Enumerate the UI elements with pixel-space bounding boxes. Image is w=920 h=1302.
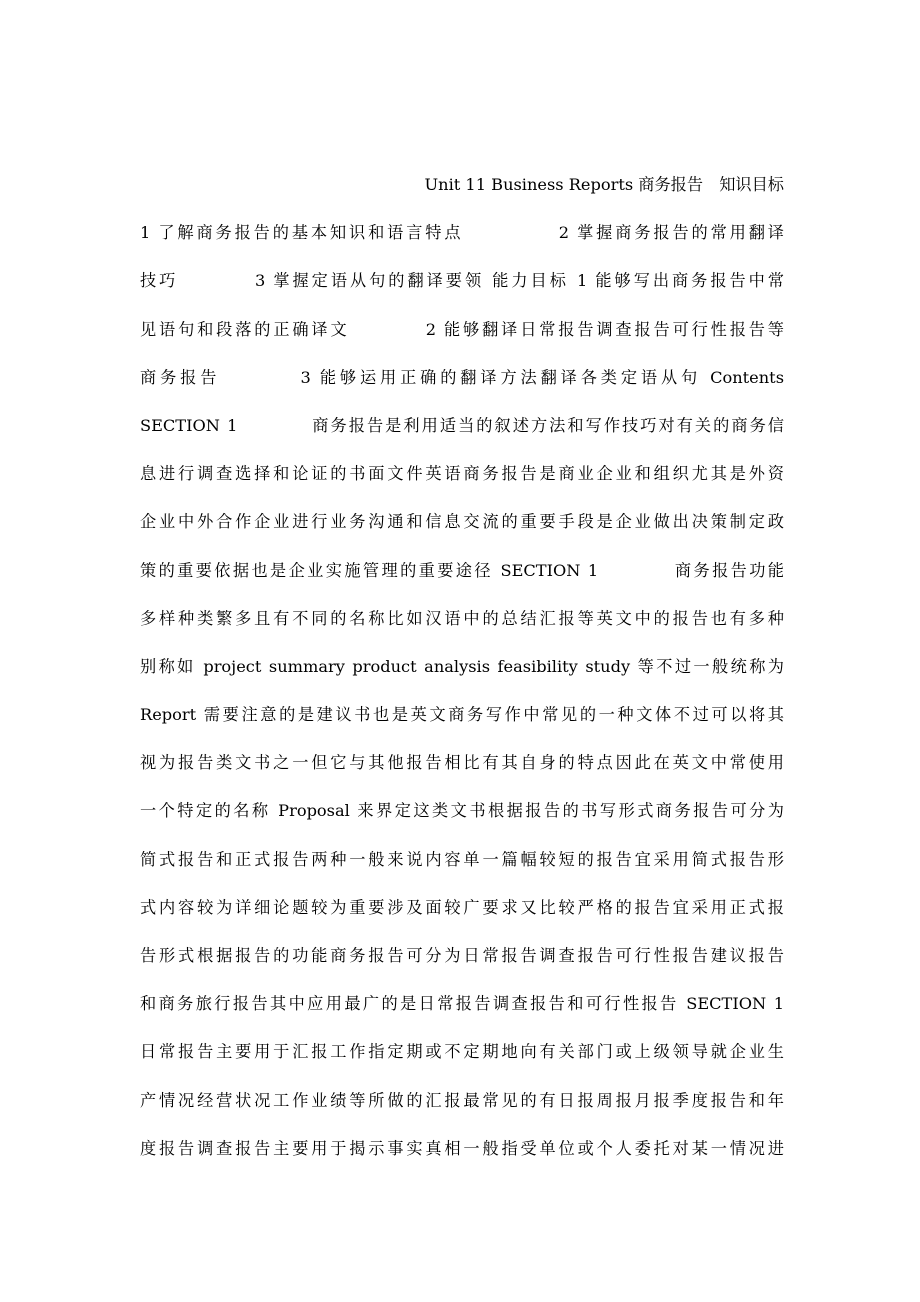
text-line: SECTION 1 商务报告是利用适当的叙述方法和写作技巧对有关的商务信 xyxy=(140,415,784,435)
text-line: 见语句和段落的正确译文 2 能够翻译日常报告调查报告可行性报告等 xyxy=(140,319,784,339)
text-line: 企业中外合作企业进行业务沟通和信息交流的重要手段是企业做出决策制定政 xyxy=(140,512,784,532)
text-line: 策的重要依据也是企业实施管理的重要途径 SECTION 1 商务报告功能 xyxy=(140,560,784,580)
text-line: 视为报告类文书之一但它与其他报告相比有其自身的特点因此在英文中常使用 xyxy=(140,753,784,773)
text-line: 多样种类繁多且有不同的名称比如汉语中的总结汇报等英文中的报告也有多种 xyxy=(140,608,784,628)
text-line: 1 了解商务报告的基本知识和语言特点 2 掌握商务报告的常用翻译 xyxy=(140,223,784,243)
text-line: 别称如 project summary product analysis feasibility study 等不过一般统称为 xyxy=(140,656,784,676)
text-line: 技巧 3 掌握定语从句的翻译要领 能力目标 1 能够写出商务报告中常 xyxy=(140,271,784,291)
text-line: 日常报告主要用于汇报工作指定期或不定期地向有关部门或上级领导就企业生 xyxy=(140,1042,784,1062)
text-line: 息进行调查选择和论证的书面文件英语商务报告是商业企业和组织尤其是外资 xyxy=(140,464,784,484)
text-line: 商务报告 3 能够运用正确的翻译方法翻译各类定语从句 Contents xyxy=(140,367,784,387)
text-line: 一个特定的名称 Proposal 来界定这类文书根据报告的书写形式商务报告可分为 xyxy=(140,801,784,821)
text-line: 告形式根据报告的功能商务报告可分为日常报告调查报告可行性报告建议报告 xyxy=(140,946,784,965)
text-line: Report 需要注意的是建议书也是英文商务写作中常见的一种文体不过可以将其 xyxy=(140,705,784,725)
body-text xyxy=(140,166,784,1178)
text-line: 简式报告和正式报告两种一般来说内容单一篇幅较短的报告宜采用简式报告形 xyxy=(140,849,784,869)
title-line: Unit 11 Business Reports 商务报告 知识目标 xyxy=(424,175,784,194)
text-line: 度报告调查报告主要用于揭示事实真相一般指受单位或个人委托对某一情况进 xyxy=(140,1138,784,1158)
text-line: 产情况经营状况工作业绩等所做的汇报最常见的有日报周报月报季度报告和年 xyxy=(140,1090,784,1110)
text-line: 式内容较为详细论题较为重要涉及面较广要求又比较严格的报告宜采用正式报 xyxy=(140,897,784,917)
text-line: 和商务旅行报告其中应用最广的是日常报告调查报告和可行性报告 SECTION 1 xyxy=(140,994,784,1014)
